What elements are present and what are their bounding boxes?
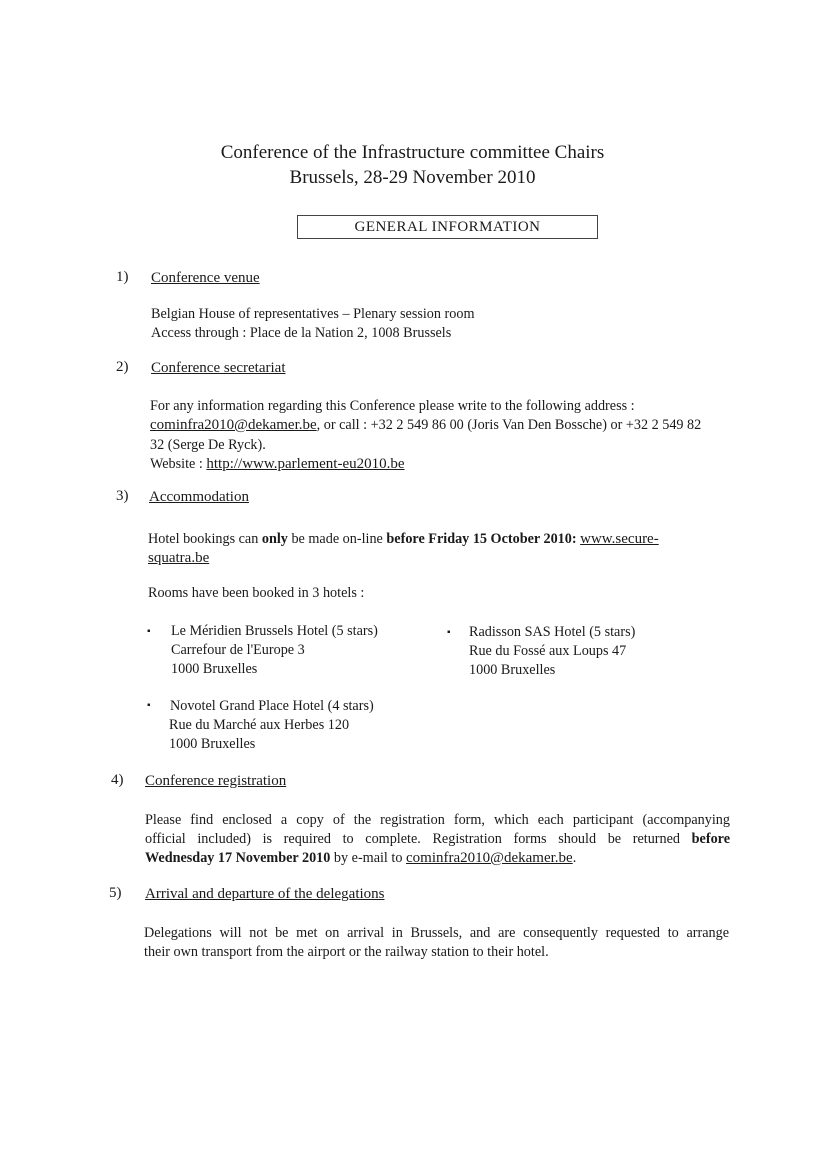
section-1-number: 1): [116, 269, 129, 285]
secretariat-contact-line: [150, 416, 701, 435]
hotel-2-street: Rue du Fossé aux Loups 47: [469, 643, 627, 659]
website-link[interactable]: http://www.parlement-eu2010.be: [206, 456, 405, 472]
arrival-line-1: Delegations will not be met on arrival in Brussels, and are consequently requested to arrange: [144, 925, 729, 941]
section-5-heading: Arrival and departure of the delegations: [145, 886, 385, 902]
booking-line: [148, 530, 659, 549]
section-3-heading: Accommodation: [149, 489, 249, 505]
arrival-line-2: their own transport from the airport or the railway station to their hotel.: [144, 944, 549, 960]
registration-deadline: Wednesday 17 November 2010: [145, 850, 331, 866]
hotel-1-name: Le Méridien Brussels Hotel (5 stars): [171, 623, 378, 639]
booking-deadline: before Friday 15 October 2010:: [386, 531, 577, 547]
document-subtitle: Brussels, 28-29 November 2010: [289, 167, 536, 188]
secretariat-intro: For any information regarding this Conference please write to the following address :: [150, 398, 635, 414]
section-4-number: 4): [111, 772, 124, 788]
section-1-heading: Conference venue: [151, 270, 260, 286]
booking-link-cont-text[interactable]: squatra.be: [148, 550, 210, 566]
bullet-icon: ▪: [147, 700, 151, 711]
booking-only: only: [261, 531, 288, 547]
booking-pre: Hotel bookings can: [148, 531, 262, 547]
registration-line-1: Please find enclosed a copy of the registration form, which each participant (accompanying: [145, 812, 730, 828]
bullet-icon: ▪: [447, 627, 451, 638]
section-5-number: 5): [109, 885, 122, 901]
section-3-number: 3): [116, 488, 129, 504]
hotel-2-name: Radisson SAS Hotel (5 stars): [469, 624, 636, 640]
document-title: Conference of the Infrastructure committee Chairs: [220, 142, 605, 163]
registration-end: .: [572, 850, 577, 866]
registration-line-3: [145, 849, 576, 868]
registration-line-2-text: official included) is required to complete. Registration forms should be returned: [145, 831, 692, 847]
booking-link-cont: [148, 549, 209, 568]
secretariat-phone-text: , or call : +32 2 549 86 00 (Joris Van Den Bossche) or +32 2 549 82: [316, 417, 702, 433]
hotel-3-name: Novotel Grand Place Hotel (4 stars): [170, 698, 374, 714]
secretariat-email-link[interactable]: cominfra2010@dekamer.be: [150, 417, 317, 433]
website-label: Website :: [150, 456, 207, 472]
hotel-3-street: Rue du Marché aux Herbes 120: [169, 717, 350, 733]
venue-line-2: Access through : Place de la Nation 2, 1008 Brussels: [151, 325, 452, 341]
registration-before: before: [691, 831, 730, 847]
hotel-2-city: 1000 Bruxelles: [469, 662, 556, 678]
hotel-1-city: 1000 Bruxelles: [171, 661, 258, 677]
bullet-icon: ▪: [147, 626, 151, 637]
general-information-box: GENERAL INFORMATION: [297, 215, 598, 239]
booking-link[interactable]: www.secure-: [580, 531, 659, 547]
booking-mid: be made on-line: [287, 531, 387, 547]
registration-email-link[interactable]: cominfra2010@dekamer.be: [406, 850, 573, 866]
hotel-1-street: Carrefour de l'Europe 3: [171, 642, 305, 658]
hotel-3-city: 1000 Bruxelles: [169, 736, 256, 752]
registration-line-2: [145, 830, 730, 849]
website-line: [150, 455, 405, 474]
rooms-intro: Rooms have been booked in 3 hotels :: [148, 585, 365, 601]
registration-mid: by e-mail to: [330, 850, 407, 866]
section-4-heading: Conference registration: [145, 773, 287, 789]
secretariat-phone-cont: 32 (Serge De Ryck).: [150, 437, 266, 453]
section-2-heading: Conference secretariat: [151, 360, 286, 376]
section-2-number: 2): [116, 359, 129, 375]
venue-line-1: Belgian House of representatives – Plenary session room: [151, 306, 475, 322]
